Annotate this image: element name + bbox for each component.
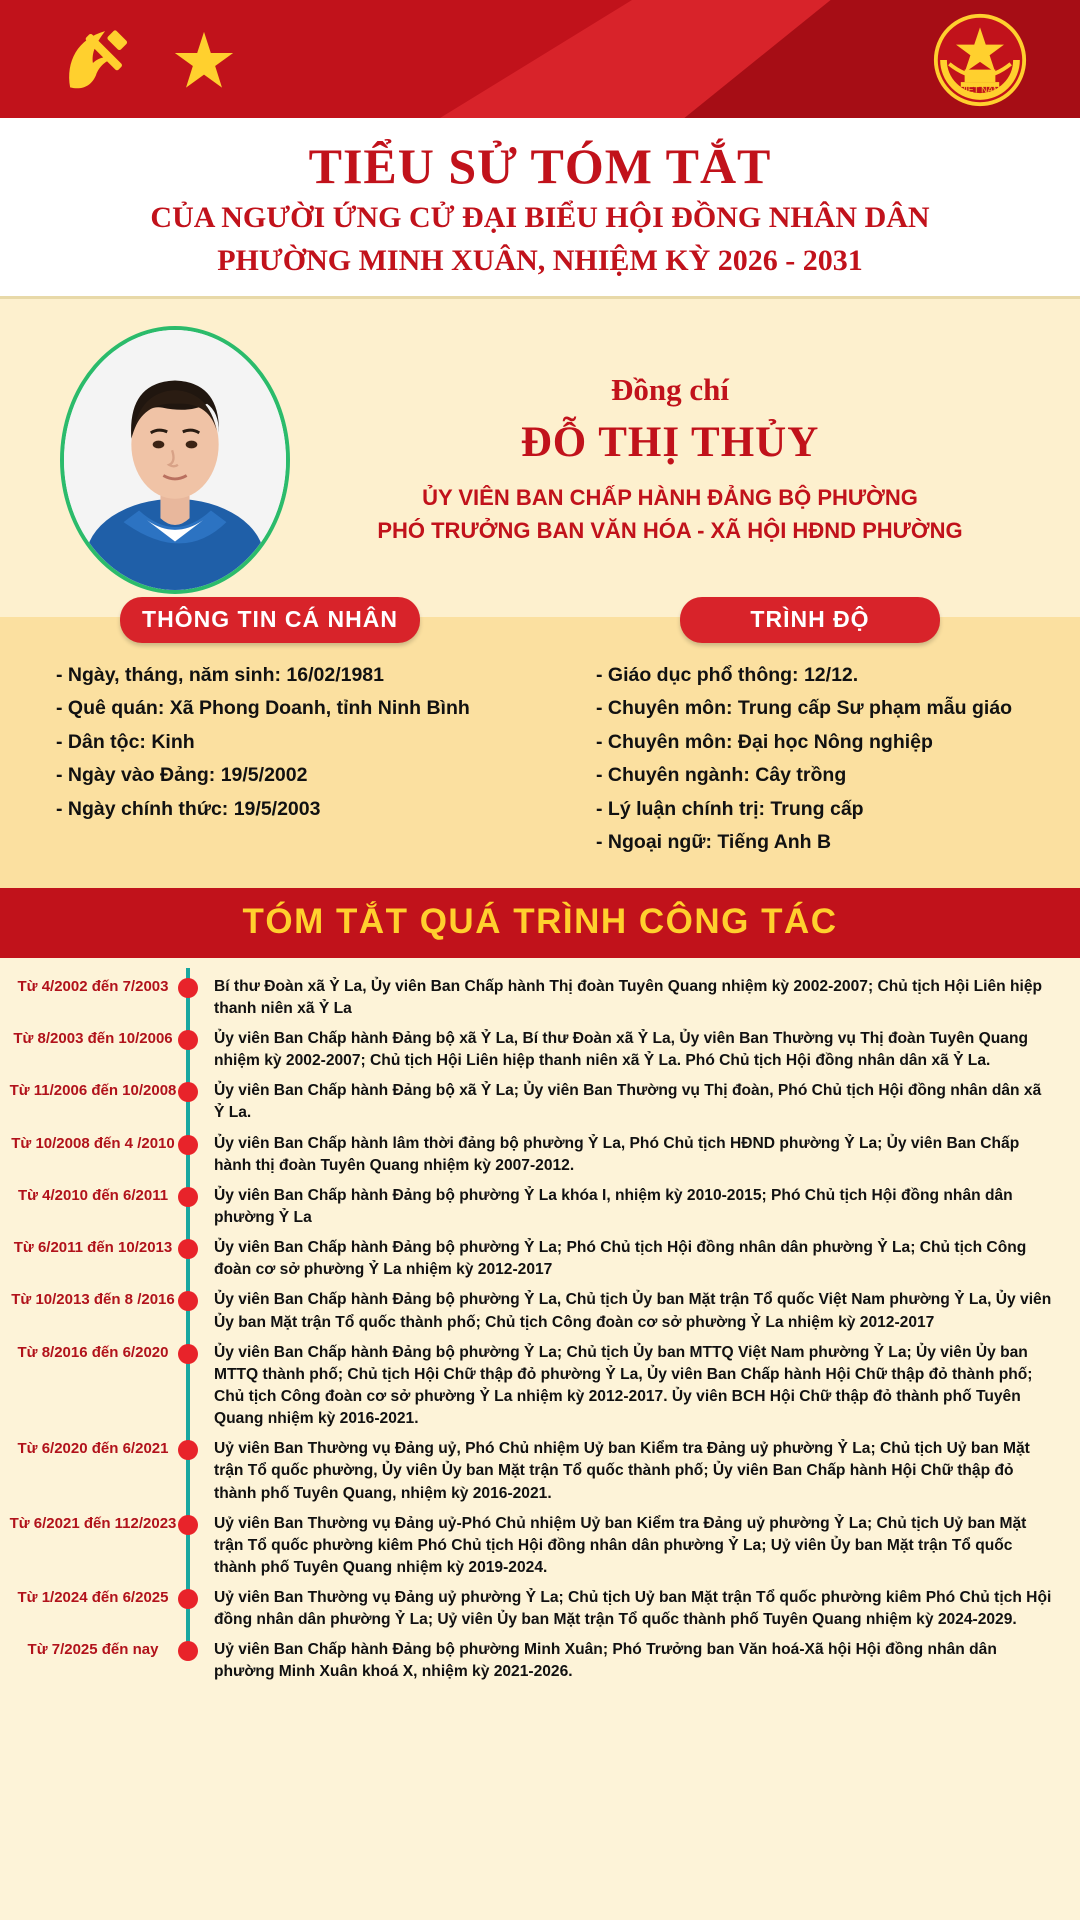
list-item: - Dân tộc: Kinh	[56, 730, 195, 753]
timeline-date: Từ 6/2020 đến 6/2021	[17, 1440, 169, 1458]
profile-text	[290, 372, 1040, 547]
page-subtitle-2: PHƯỜNG MINH XUÂN, NHIỆM KỲ 2026 - 2031	[217, 244, 863, 277]
career-heading-text: TÓM TẮT QUÁ TRÌNH CÔNG TÁC	[242, 901, 838, 941]
table-row	[0, 1285, 1080, 1337]
candidate-role-1: ỦY VIÊN BAN CHẤP HÀNH ĐẢNG BỘ PHƯỜNG	[422, 485, 918, 510]
timeline-date: Từ 1/2024 đến 6/2025	[17, 1589, 169, 1607]
list-item: - Quê quán: Xã Phong Doanh, tỉnh Ninh Bình	[56, 697, 470, 720]
table-row	[0, 1635, 1080, 1687]
timeline-text: Uỷ viên Ban Thường vụ Đảng uỷ, Phó Chủ nhiệm Uỷ ban Kiểm tra Đảng uỷ phường Ỷ La; Chủ tịch Uỷ ban Mặt trận Tổ quốc phường, Ủy viên Ủy ban Mặt trận Tổ quốc thành phố; Ủy viên Ban Chấp hành Hội Chữ thập đỏ thành phố Tuyên Quang, nhiệm kỳ 2016-2021.	[214, 1440, 1030, 1502]
profile-section	[0, 299, 1080, 617]
svg-text:VIỆT NAM: VIỆT NAM	[959, 84, 1001, 95]
career-timeline	[0, 958, 1080, 1681]
personal-info-column	[0, 605, 540, 860]
timeline-text: Ủy viên Ban Chấp hành Đảng bộ phường Ỷ La, Chủ tịch Ủy ban Mặt trận Tổ quốc Việt Nam phường Ỷ La, Ủy viên Ủy ban Mặt trận Tổ quốc thành phố; Chủ tịch Công đoàn cơ sở phường Ỷ La nhiệm kỳ 2012-2017	[214, 1291, 1052, 1331]
table-row	[0, 1338, 1080, 1435]
timeline-dot-icon	[178, 978, 198, 998]
timeline-dot-icon	[178, 1440, 198, 1460]
table-row	[0, 1233, 1080, 1285]
timeline-text: Ủy viên Ban Chấp hành Đảng bộ xã Ỷ La, Bí thư Đoàn xã Ỷ La, Ủy viên Ban Thường vụ Thị đoàn Tuyên Quang nhiệm kỳ 2002-2007; Chủ tịch Hội Liên hiệp thanh niên xã Ỷ La. Phó Chủ tịch Hội đồng nhân dân xã Ỷ La.	[214, 1029, 1029, 1070]
timeline-date: Từ 10/2013 đến 8 /2016	[11, 1291, 175, 1309]
list-item: - Chuyên ngành: Cây trồng	[596, 764, 847, 787]
education-list	[574, 659, 1046, 860]
list-item: - Giáo dục phổ thông: 12/12.	[596, 663, 859, 686]
list-item: - Chuyên môn: Đại học Nông nghiệp	[596, 730, 933, 753]
timeline-date: Từ 4/2002 đến 7/2003	[17, 977, 169, 995]
timeline-text: Bí thư Đoàn xã Ỷ La, Ủy viên Ban Chấp hành Thị đoàn Tuyên Quang nhiệm kỳ 2002-2007; Chủ tịch Hội Liên hiệp thanh niên xã Ỷ La	[214, 977, 1043, 1017]
timeline-dot-icon	[178, 1589, 198, 1609]
page-title: TIỂU SỬ TÓM TẮT	[308, 138, 772, 194]
timeline-text: Uỷ viên Ban Thường vụ Đảng uỷ phường Ỷ La; Chủ tịch Uỷ ban Mặt trận Tổ quốc phường kiêm Phó Chủ tịch Hội đồng nhân dân phường Ỷ La; Uỷ viên Ủy ban Mặt trận Tổ quốc thành phố Tuyên Quang nhiệm kỳ 2024-2029.	[214, 1589, 1052, 1629]
candidate-role-2: PHÓ TRƯỞNG BAN VĂN HÓA - XÃ HỘI HĐND PHƯỜNG	[377, 518, 963, 543]
portrait-illustration	[64, 330, 286, 590]
timeline-text: Uỷ viên Ban Thường vụ Đảng uỷ-Phó Chủ nhiệm Uỷ ban Kiểm tra Đảng uỷ phường Ỷ La; Chủ tịch Uỷ ban Mặt trận Tổ quốc phường kiêm Phó Chủ tịch Hội đồng nhân dân phường Ỷ La; Uỷ viên Ủy ban Mặt trận Tổ quốc thành phố Tuyên Quang nhiệm kỳ 2019-2024.	[214, 1514, 1027, 1576]
timeline-dot-icon	[178, 1187, 198, 1207]
table-row	[0, 1583, 1080, 1635]
list-item: - Chuyên môn: Trung cấp Sư phạm mẫu giáo	[596, 697, 1013, 720]
table-row	[0, 1024, 1080, 1076]
education-heading: TRÌNH ĐỘ	[680, 597, 940, 643]
list-item: - Ngày chính thức: 19/5/2003	[56, 797, 321, 820]
info-panel	[0, 605, 1080, 888]
timeline-text: Uỷ viên Ban Chấp hành Đảng bộ phường Minh Xuân; Phó Trưởng ban Văn hoá-Xã hội Hội đồng nhân dân phường Minh Xuân khoá X, nhiệm kỳ 2021-2026.	[214, 1641, 997, 1681]
timeline-date: Từ 10/2008 đến 4 /2010	[11, 1134, 175, 1152]
education-info-column	[540, 605, 1080, 860]
list-item: - Ngày, tháng, năm sinh: 16/02/1981	[56, 663, 384, 686]
table-row	[0, 1181, 1080, 1233]
timeline-dot-icon	[178, 1030, 198, 1050]
timeline-date: Từ 6/2011 đến 10/2013	[13, 1239, 173, 1257]
timeline-text: Ủy viên Ban Chấp hành Đảng bộ xã Ỷ La; Ủy viên Ban Thường vụ Thị đoàn, Phó Chủ tịch Hội đồng nhân dân xã Ỷ La.	[214, 1082, 1042, 1122]
timeline-dot-icon	[178, 1239, 198, 1259]
list-item: - Ngày vào Đảng: 19/5/2002	[56, 764, 308, 787]
page-subtitle-1: CỦA NGƯỜI ỨNG CỬ ĐẠI BIỂU HỘI ĐỒNG NHÂN DÂN	[150, 200, 930, 234]
timeline-date: Từ 8/2003 đến 10/2006	[13, 1029, 173, 1047]
timeline-dot-icon	[178, 1135, 198, 1155]
avatar	[60, 326, 290, 594]
timeline-text: Ủy viên Ban Chấp hành Đảng bộ phường Ỷ La khóa I, nhiệm kỳ 2010-2015; Phó Chủ tịch Hội đồng nhân dân phường Ỷ La	[214, 1186, 1013, 1226]
vietnam-national-emblem-icon	[932, 12, 1028, 108]
list-item: - Lý luận chính trị: Trung cấp	[596, 797, 864, 820]
table-row	[0, 1129, 1080, 1181]
profile-prefix: Đồng chí	[611, 372, 729, 407]
timeline-date: Từ 7/2025 đến nay	[27, 1641, 159, 1659]
list-item: - Ngoại ngữ: Tiếng Anh B	[596, 831, 832, 854]
table-row	[0, 1076, 1080, 1128]
hammer-sickle-icon	[55, 22, 143, 98]
timeline-date: Từ 8/2016 đến 6/2020	[17, 1343, 169, 1361]
timeline-text: Ủy viên Ban Chấp hành Đảng bộ phường Ỷ La; Chủ tịch Ủy ban MTTQ Việt Nam phường Ỷ La; Ủy viên Ủy ban MTTQ thành phố; Chủ tịch Hội Chữ thập đỏ phường Ỷ La, Ủy viên Ban Chấp hành Hội Chữ thập đỏ thành phố; Chủ tịch Công đoàn cơ sở phường Ỷ La nhiệm kỳ 2012-2017. Ủy viên BCH Hội Chữ thập đỏ thành phố Tuyên Quang nhiệm kỳ 2016-2021.	[214, 1343, 1033, 1428]
timeline-text: Ủy viên Ban Chấp hành lâm thời đảng bộ phường Ỷ La, Phó Chủ tịch HĐND phường Ỷ La; Ủy viên Ban Chấp hành thị đoàn Tuyên Quang nhiệm kỳ 2007-2012.	[214, 1134, 1020, 1174]
timeline-dot-icon	[178, 1641, 198, 1661]
career-section-heading	[0, 888, 1080, 958]
timeline-date: Từ 4/2010 đến 6/2011	[17, 1186, 169, 1204]
timeline-dot-icon	[178, 1291, 198, 1311]
timeline-dot-icon	[178, 1344, 198, 1364]
gold-star-icon	[172, 30, 236, 92]
personal-info-list	[34, 659, 506, 827]
top-banner	[0, 0, 1080, 118]
candidate-name: ĐỖ THỊ THỦY	[520, 419, 820, 466]
timeline-date: Từ 11/2006 đến 10/2008	[9, 1082, 177, 1100]
personal-info-heading: THÔNG TIN CÁ NHÂN	[120, 597, 420, 643]
timeline-text: Ủy viên Ban Chấp hành Đảng bộ phường Ỷ La; Phó Chủ tịch Hội đồng nhân dân phường Ỷ La; Chủ tịch Công đoàn cơ sở phường Ỷ La nhiệm kỳ 2012-2017	[214, 1239, 1027, 1279]
table-row	[0, 1509, 1080, 1583]
page-title-block	[0, 118, 1080, 299]
table-row	[0, 972, 1080, 1024]
timeline-date: Từ 6/2021 đến 112/2023	[9, 1514, 177, 1532]
table-row	[0, 1434, 1080, 1508]
timeline-dot-icon	[178, 1515, 198, 1535]
timeline-dot-icon	[178, 1082, 198, 1102]
